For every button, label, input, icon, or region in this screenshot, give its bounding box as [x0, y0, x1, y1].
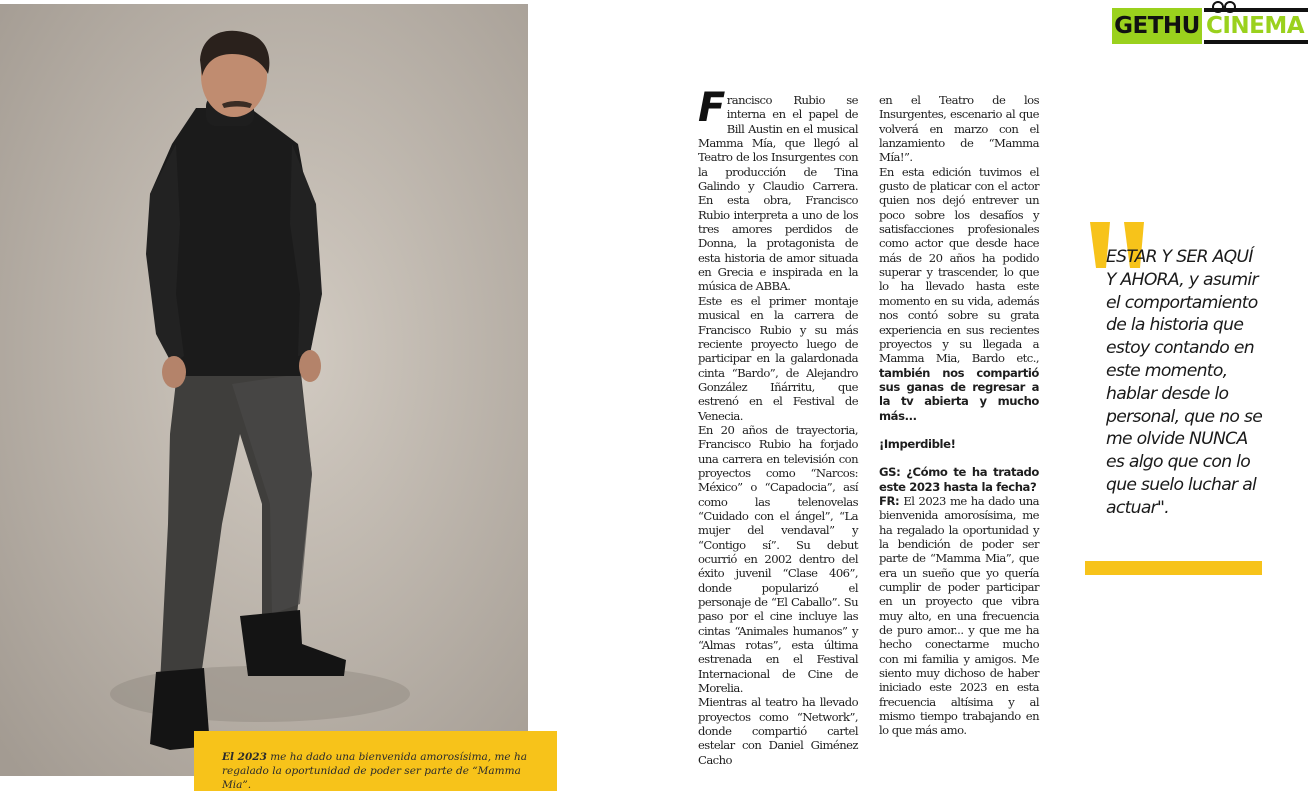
caption-year: El 2023	[222, 751, 267, 763]
photo-caption	[222, 750, 547, 792]
portrait-photo	[0, 4, 528, 776]
article-paragraph: En 20 años de trayectoria, Francisco Rubio ha forjado una carrera en televisión con proyectos como “Narcos: México” o “Capadocia”, así como las telenovelas “Cuidado con el ángel”, “La mujer del vendaval” y “Contigo sí”. Su debut ocurrió en 2002 dentro del éxito juvenil “Clase 406”, donde popularizó el personaje de “El Caballo”. Su paso por el cine incluye las cintas “Animales humanos” y “Almas rotas”, esta última estrenada en el Festival Internacional de Cine de Morelia.	[698, 422, 858, 696]
article-paragraph: en el Teatro de los Insurgentes, escenario al que volverá en marzo con el lanzamiento de “Mamma Mía!”.	[879, 93, 1039, 165]
article-paragraph: Este es el primer montaje musical en la carrera de Francisco Rubio y su más reciente proyecto luego de participar en la galardonada cinta “Bardo”, de Alejandro González Iñárritu, que estrenó en el Festival de Venecia.	[698, 293, 858, 423]
logo-part-cinema: CINEMA	[1204, 8, 1308, 44]
interview-answer	[879, 494, 1039, 738]
logo-part-gethu: GETHU	[1112, 8, 1202, 44]
intro-text: En esta edición tuvimos el gusto de platicar con el actor quien nos dejó entrever un poco sobre los desafíos y satisfacciones profesionales como actor que desde hace más de 20 años ha podido superar y trascender, lo que lo ha llevado hasta este momento en su vida, además nos contó sobre su grata experiencia en sus recientes proyectos y su llegada a Mamma Mia, Bardo etc.,	[879, 164, 1039, 366]
gethucinema-logo	[1112, 2, 1308, 52]
drop-cap: F	[698, 85, 725, 131]
photo-caption-box	[194, 731, 557, 791]
interview-question: GS: ¿Cómo te ha tratado este 2023 hasta la fecha?	[879, 465, 1039, 494]
answer-label: FR:	[879, 493, 900, 508]
portrait-photo-icon	[0, 4, 528, 776]
answer-text: El 2023 me ha dado una bienvenida amorosísima, me ha regalado la oportunidad y la bendición de poder ser parte de “Mamma Mia”, que era un sueño que yo quería cumplir de poder participar en un proyecto que vibra muy alto, en una frecuencia de puro amor... y que me ha hecho conectarme mucho con mi familia y amigos. Me siento muy dichoso de haber iniciado este 2023 en esta frecuencia altísima y al mismo tiempo trabajando en lo que más amo.	[879, 493, 1039, 738]
caption-text: me ha dado una bienvenida amorosísima, me ha regalado la oportunidad de poder ser parte de “Mamma Mia”.	[222, 751, 528, 791]
article-paragraph	[879, 165, 1039, 423]
pull-quote: ESTAR Y SER AQUÍ Y AHORA, y asumir el comportamiento de la historia que estoy contando en este momento, hablar desde lo personal, que no se me olvide NUNCA es algo que con lo que suelo luchar al actuar".	[1106, 247, 1263, 518]
article-paragraph: rancisco Rubio se interna en el papel de Bill Austin en el musical Mamma Mía, que llegó al Teatro de los Insurgentes con la producción de Tina Galindo y Claudio Carrera. En esta obra, Francisco Rubio interpreta a uno de los tres amores perdidos de Donna, la protagonista de esta historia de amor situada en Grecia e inspirada en la música de ABBA.	[698, 93, 858, 294]
article-column-1	[698, 85, 858, 767]
article-paragraph: Mientras al teatro ha llevado proyectos como “Network”, donde compartió cartel estelar con Daniel Giménez Cacho	[698, 695, 858, 767]
camera-icon	[1212, 0, 1238, 14]
pull-quote-bar	[1085, 561, 1262, 575]
imperdible-heading: ¡Imperdible!	[879, 436, 956, 451]
intro-highlight: también nos compartió sus ganas de regresar a la tv abierta y mucho más...	[879, 365, 1039, 423]
article-column-2	[879, 93, 1039, 738]
